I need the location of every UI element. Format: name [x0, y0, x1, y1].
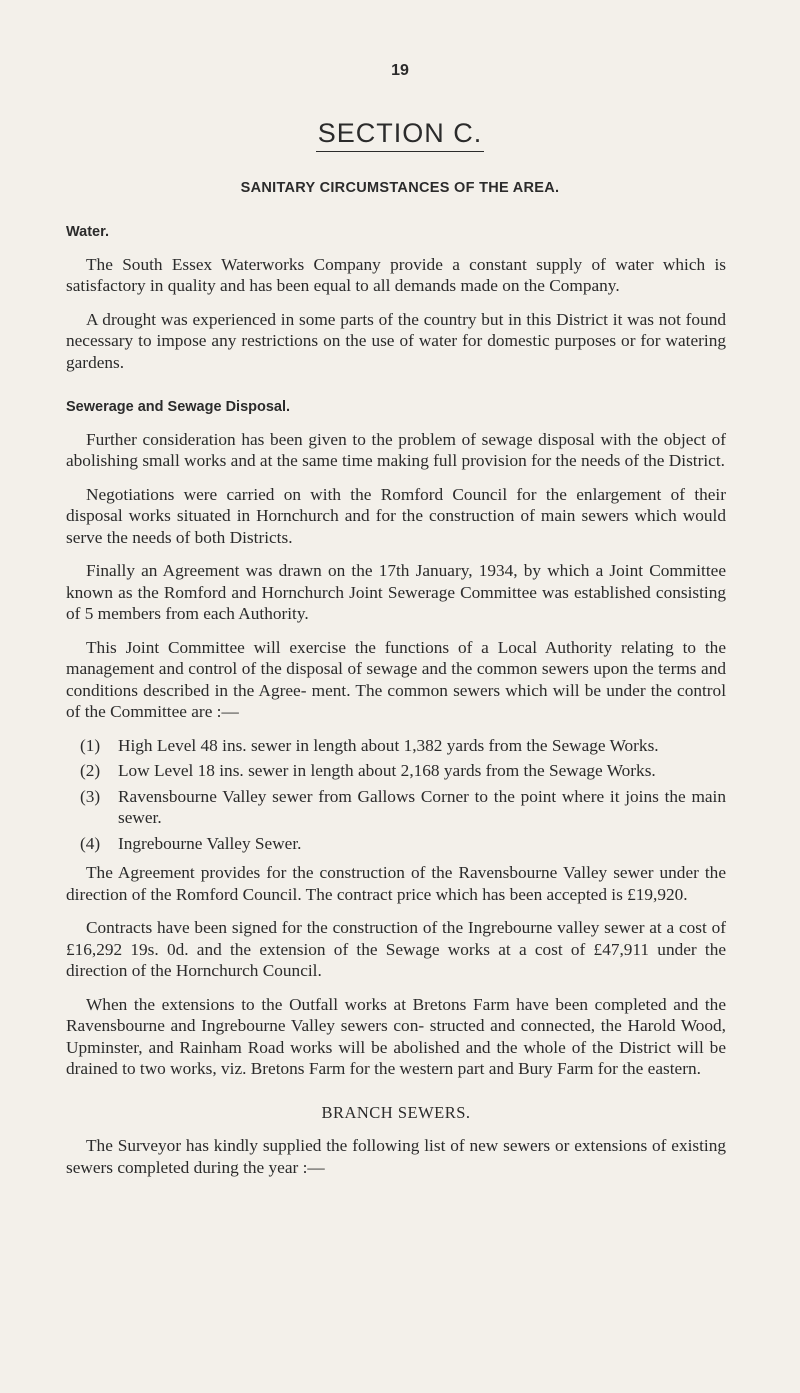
sewerage-paragraph: The Agreement provides for the construction of the Ravensbourne Valley sewer under the direction of the Romford Council. The contract price which has been accepted is £19,920. [66, 863, 726, 904]
sewers-list [66, 735, 726, 855]
branch-sewers-paragraph: The Surveyor has kindly supplied the following list of new sewers or extensions of existing sewers completed during the year :— [66, 1136, 726, 1177]
sewerage-paragraph: Further consideration has been given to the problem of sewage disposal with the object of abolishing small works and at the same time making full provision for the needs of the District. [66, 429, 726, 470]
water-paragraph: A drought was experienced in some parts of the country but in this District it was not found necessary to impose any restrictions on the use of water for domestic purposes or for watering gardens. [66, 309, 726, 372]
sewerage-paragraph: Contracts have been signed for the construction of the Ingrebourne valley sewer at a cost of £16,292 19s. 0d. and the extension of the Sewage works at a cost of £47,911 under the direction of the Hornchurch Council. [66, 918, 726, 980]
water-paragraph: The South Essex Waterworks Company provide a constant supply of water which is satisfactory in quality and has been equal to all demands made on the Company. [66, 254, 726, 295]
sewerage-paragraph: Negotiations were carried on with the Romford Council for the enlargement of their disposal works situated in Hornchurch and for the construction of main sewers which would serve the needs of both Districts. [66, 484, 726, 547]
subtitle: SANITARY CIRCUMSTANCES OF THE AREA. [240, 180, 560, 196]
list-item-number: (3) [80, 786, 101, 806]
section-title-text: SECTION C. [316, 118, 485, 152]
water-heading: Water. [66, 224, 109, 240]
sewerage-paragraph: This Joint Committee will exercise the functions of a Local Authority relating to the management and control of the disposal of sewage and the common sewers upon the terms and conditions described in the Agree- ment. The common sewers which will be under the control of the Committee are :— [66, 637, 726, 721]
sewerage-paragraph: When the extensions to the Outfall works at Bretons Farm have been completed and the Ravensbourne and Ingrebourne Valley sewers con- structed and connected, the Harold Wood, Upminster, and Rainham Road works will be abolished and the whole of the District will be drained to two works, viz. Bretons Farm for the western part and Bury Farm for the eastern. [66, 994, 726, 1078]
list-item [66, 833, 726, 855]
list-item-number: (2) [80, 761, 101, 780]
body-content [66, 222, 726, 1190]
list-item [66, 760, 726, 782]
list-item-text: Ravensbourne Valley sewer from Gallows Corner to the point where it joins the main sewer. [118, 786, 726, 827]
list-item-number: (1) [80, 735, 101, 755]
list-item [66, 735, 726, 757]
sewerage-paragraph: Finally an Agreement was drawn on the 17th January, 1934, by which a Joint Committee known as the Romford and Hornchurch Joint Sewerage Committee was established consisting of 5 members from each Authority. [66, 561, 726, 623]
list-item-number: (4) [80, 833, 101, 853]
page-number: 19 [391, 62, 409, 79]
list-item-text: Low Level 18 ins. sewer in length about 2,168 yards from the Sewage Works. [118, 761, 656, 780]
list-item-text: High Level 48 ins. sewer in length about 1,382 yards from the Sewage Works. [118, 735, 659, 755]
branch-sewers-heading: BRANCH SEWERS. [321, 1102, 471, 1122]
list-item [66, 786, 726, 829]
section-title [0, 118, 800, 152]
list-item-text: Ingrebourne Valley Sewer. [118, 833, 302, 853]
sewerage-heading: Sewerage and Sewage Disposal. [66, 399, 291, 415]
